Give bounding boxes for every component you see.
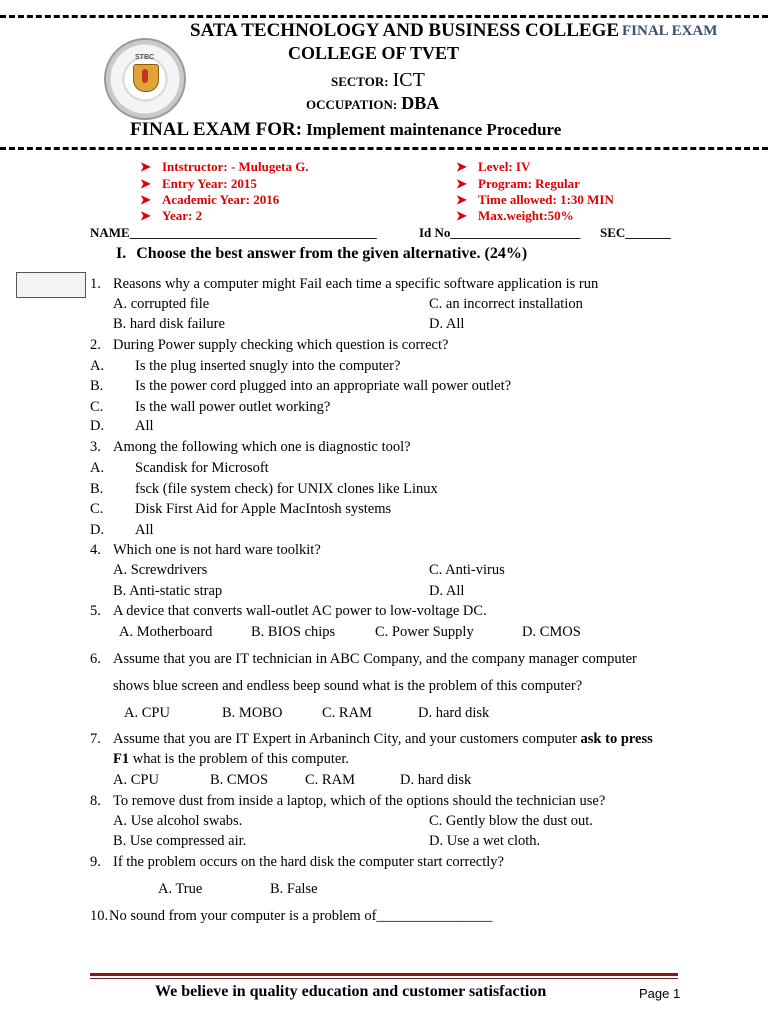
info-left-3: ➤ Academic Year: 2016 <box>140 192 280 207</box>
id-field: Id No____________________ <box>419 225 581 240</box>
q7-option-a: A. CPU <box>113 772 159 788</box>
footer-rule-thick <box>90 973 678 976</box>
info-left-1: ➤ Intstructor: - Mulugeta G. <box>140 159 309 174</box>
q7-text-main: Assume that you are IT Expert in Arbaninch City, and your customers computer <box>113 731 577 747</box>
section-title: Choose the best answer from the given alternative. (24%) <box>136 245 528 262</box>
q7-line2-bold: F1 <box>113 751 130 767</box>
corner-tag: FINAL EXAM <box>622 23 718 39</box>
q9-option-a: A. True <box>158 881 203 897</box>
college-subtitle: COLLEGE OF TVET <box>288 43 460 63</box>
info-right-2: ➤ Program: Regular <box>456 176 580 191</box>
q5-option-c: C. Power Supply <box>375 624 474 640</box>
q4-number: 4. <box>90 542 101 558</box>
logo-text: STBC <box>135 54 155 61</box>
q9-text: If the problem occurs on the hard disk the computer start correctly? <box>113 854 504 870</box>
info-right-3: ➤ Time allowed: 1:30 MIN <box>456 192 614 207</box>
name-field: NAME______________________________________ <box>90 225 377 240</box>
q7-number: 7. <box>90 731 101 747</box>
q10-text: No sound from your computer is a problem of________________ <box>109 908 493 924</box>
q2-text: During Power supply checking which question is correct? <box>113 337 449 353</box>
q1-option-d: D. All <box>429 316 465 332</box>
q4-option-b: B. Anti-static strap <box>113 583 223 599</box>
section-number: I. <box>116 245 127 262</box>
q8-option-a: A. Use alcohol swabs. <box>113 813 243 829</box>
q7-line2-rest: what is the problem of this computer. <box>132 751 349 767</box>
q6-option-b: B. MOBO <box>222 705 283 721</box>
q6-option-c: C. RAM <box>322 705 372 721</box>
occupation-label: OCCUPATION: <box>306 97 398 112</box>
q4-option-a: A. Screwdrivers <box>113 562 208 578</box>
q4-option-d: D. All <box>429 583 465 599</box>
q1-number: 1. <box>90 276 101 292</box>
q6-text: Assume that you are IT technician in ABC Company, and the company manager computer <box>113 651 637 667</box>
exam-title <box>130 119 561 141</box>
q2-option-a: Is the plug inserted snugly into the computer? <box>135 358 401 374</box>
q1-option-b: B. hard disk failure <box>113 316 225 332</box>
q2-letter-b: B. <box>90 378 104 394</box>
q5-option-b: B. BIOS chips <box>251 624 336 640</box>
q5-number: 5. <box>90 603 101 619</box>
q2-letter-a: A. <box>90 358 105 374</box>
sector-label: SECTOR: <box>331 74 389 89</box>
q2-number: 2. <box>90 337 101 353</box>
page-number: Page 1 <box>639 986 681 1001</box>
q6-number: 6. <box>90 651 101 667</box>
q7-option-b: B. CMOS <box>210 772 269 788</box>
q2-option-d: All <box>135 418 154 434</box>
q1-option-c: C. an incorrect installation <box>429 296 583 312</box>
q9-option-b: B. False <box>270 881 318 897</box>
q9-number: 9. <box>90 854 101 870</box>
q3-option-d: All <box>135 522 154 538</box>
q2-option-c: Is the wall power outlet working? <box>135 399 331 415</box>
sector-line <box>331 69 425 92</box>
q8-text: To remove dust from inside a laptop, which of the options should the technician use? <box>113 793 606 809</box>
occupation-line <box>306 93 439 114</box>
q6-text-line2: shows blue screen and endless beep sound what is the problem of this computer? <box>113 678 583 694</box>
exam-title-label: FINAL EXAM FOR: <box>130 119 303 140</box>
answer-box <box>16 272 86 298</box>
q8-option-c: C. Gently blow the dust out. <box>429 813 593 829</box>
q5-option-d: D. CMOS <box>522 624 581 640</box>
logo-figure-icon <box>142 69 148 83</box>
info-right-4: ➤ Max.weight:50% <box>456 208 574 223</box>
q6-option-a: A. CPU <box>124 705 170 721</box>
q3-letter-a: A. <box>90 460 105 476</box>
q7-text-bold: ask to press <box>580 731 653 747</box>
q7-option-c: C. RAM <box>305 772 355 788</box>
q3-letter-c: C. <box>90 501 104 517</box>
q4-option-c: C. Anti-virus <box>429 562 505 578</box>
q5-option-a: A. Motherboard <box>119 624 213 640</box>
sec-field: SEC_______ <box>600 225 671 240</box>
occupation-value: DBA <box>401 93 440 113</box>
q8-number: 8. <box>90 793 101 809</box>
q7-text-line2 <box>113 751 349 768</box>
q7-option-d: D. hard disk <box>400 772 472 788</box>
q8-option-d: D. Use a wet cloth. <box>429 833 541 849</box>
q2-option-b: Is the power cord plugged into an appropriate wall power outlet? <box>135 378 512 394</box>
sector-value: ICT <box>392 69 425 91</box>
exam-title-value: Implement maintenance Procedure <box>306 120 562 139</box>
q8-option-b: B. Use compressed air. <box>113 833 247 849</box>
q3-option-b: fsck (file system check) for UNIX clones like Linux <box>135 481 438 497</box>
college-logo <box>104 38 186 120</box>
q3-letter-d: D. <box>90 522 105 538</box>
college-name: SATA TECHNOLOGY AND BUSINESS COLLEGE <box>190 20 620 41</box>
info-left-2: ➤ Entry Year: 2015 <box>140 176 257 191</box>
q6-option-d: D. hard disk <box>418 705 490 721</box>
info-right-1: ➤ Level: IV <box>456 159 531 174</box>
q5-text: A device that converts wall-outlet AC power to low-voltage DC. <box>113 603 487 619</box>
footer-rule-thin <box>90 978 678 979</box>
top-dashed-rule <box>0 15 768 18</box>
q3-option-a: Scandisk for Microsoft <box>135 460 269 476</box>
footer-motto: We believe in quality education and customer satisfaction <box>155 983 547 1000</box>
header-dashed-rule <box>0 147 768 150</box>
q4-text: Which one is not hard ware toolkit? <box>113 542 321 558</box>
q1-text: Reasons why a computer might Fail each time a specific software application is run <box>113 276 599 292</box>
info-left-4: ➤ Year: 2 <box>140 208 203 223</box>
q3-option-c: Disk First Aid for Apple MacIntosh systems <box>135 501 392 517</box>
section-heading <box>116 245 527 263</box>
q2-letter-d: D. <box>90 418 105 434</box>
q10-number: 10. <box>90 908 109 924</box>
q3-text: Among the following which one is diagnostic tool? <box>113 439 411 455</box>
q1-option-a: A. corrupted file <box>113 296 210 312</box>
q7-text <box>113 731 653 748</box>
q2-letter-c: C. <box>90 399 104 415</box>
q3-number: 3. <box>90 439 101 455</box>
q3-letter-b: B. <box>90 481 104 497</box>
